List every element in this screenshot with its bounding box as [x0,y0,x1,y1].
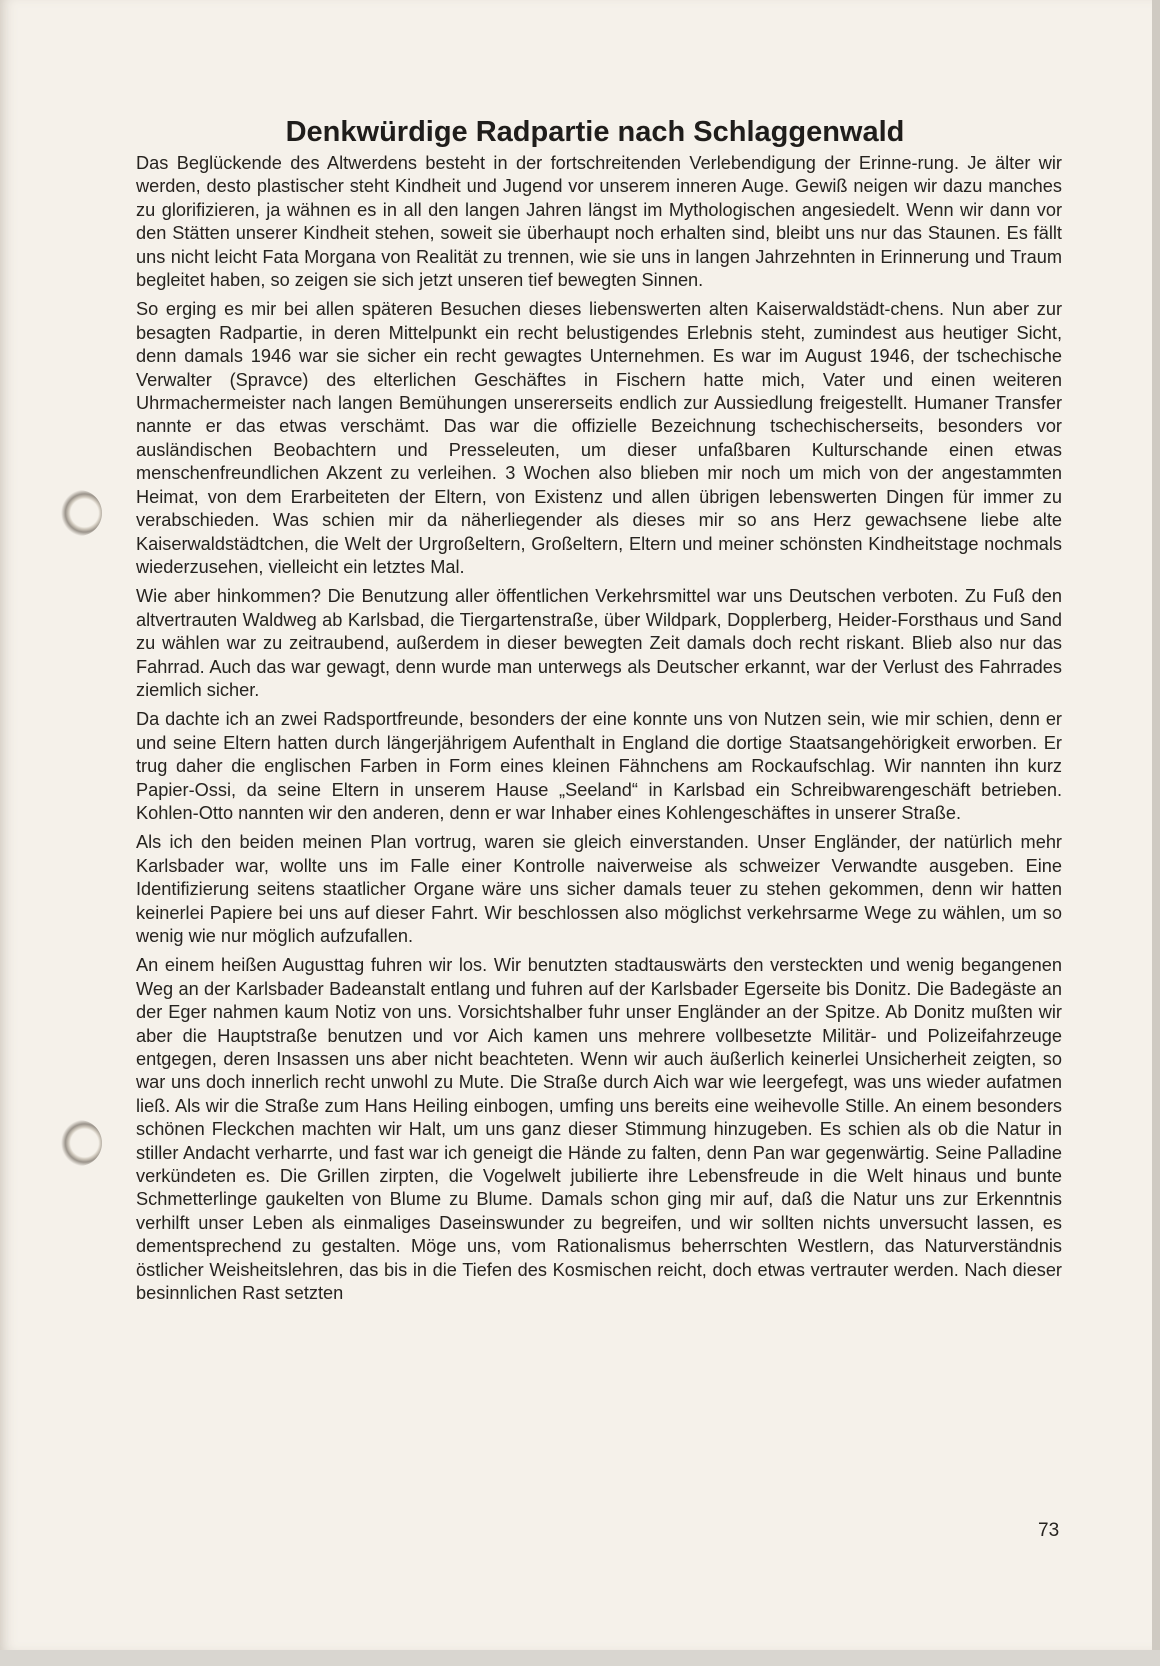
scan-bottom-edge [0,1650,1160,1666]
paragraph: An einem heißen Augusttag fuhren wir los. Wir benutzten stadtauswärts den versteckten und wenig begangenen Weg an der Karlsbader Badeanstalt entlang und fuhren auf der Karlsbader Egerseite bis Donitz. Die Badegäste an der Eger nahmen kaum Notiz von uns. Vorsichtshalber fuhr unser Engländer an der Spitze. Ab Donitz mußten wir aber die Hauptstraße benutzen und vor Aich kamen uns mehrere vollbesetzte Militär- und Polizeifahrzeuge entgegen, deren Insassen uns aber nicht beachteten. Wenn wir auch äußerlich keinerlei Unsicherheit zeigten, so war uns doch innerlich recht unwohl zu Mute. Die Straße durch Aich war wie leergefegt, was uns wieder aufatmen ließ. Als wir die Straße zum Hans Heiling einbogen, umfing uns bereits eine weihevolle Stille. An einem besonders schönen Fleckchen machten wir Halt, um uns ganz dieser Stimmung hinzugeben. Es schien als ob die Natur in stiller Andacht verharrte, und fast war ich geneigt die Hände zu falten, denn Pan war gegenwärtig. Seine Palladine verkündeten es. Die Grillen zirpten, die Vogelwelt jubilierte ihre Lebensfreude in die Welt hinaus und bunte Schmetterlinge gaukelten von Blume zu Blume. Damals schon ging mir auf, daß die Natur uns zur Erkenntnis verhilft unser Leben als einmaliges Daseinswunder zu begreifen, und wir sollten nichts unversucht lassen, es dementsprechend zu gestalten. Möge uns, vom Rationalismus beherrschten Westlern, das Naturverständnis östlicher Weisheitslehren, das bis in die Tiefen des Kosmischen reicht, doch etwas vertrauter werden. Nach dieser besinnlichen Rast setzten [136,955,1062,1304]
paragraph: Das Beglückende des Altwerdens besteht in der fortschreitenden Verlebendigung der Erinne-rung. Je älter wir werden, desto plastischer steht Kindheit und Jugend vor unserem inneren Auge. Gewiß neigen wir dazu manches zu glorifizieren, ja wähnen es in all den langen Jahren längst im Mythologischen angesiedelt. Wenn wir dann vor den Stätten unserer Kindheit stehen, soweit sie überhaupt noch erhalten sind, bleibt uns nur das Staunen. Es fällt uns nicht leicht Fata Morgana von Realität zu trennen, wie sie uns in langen Jahrzehnten in Erinnerung und Traum begleitet haben, so zeigen sie sich jetzt unseren tief bewegten Sinnen. [136,153,1062,291]
punch-hole-top [56,490,102,536]
paragraph: Als ich den beiden meinen Plan vortrug, waren sie gleich einverstanden. Unser Engländer, der natürlich mehr Karlsbader war, wollte uns im Falle einer Kontrolle naiverweise als schweizer Verwandte ausgeben. Eine Identifizierung seitens staatlicher Organe wäre uns sicher damals teuer zu stehen gekommen, denn wir hatten keinerlei Papiere bei uns auf dieser Fahrt. Wir beschlossen also möglichst verkehrsarme Wege zu wählen, um so wenig wie nur möglich aufzufallen. [136,832,1062,946]
paragraph: So erging es mir bei allen späteren Besuchen dieses liebenswerten alten Kaiserwaldstädt-chens. Nun aber zur besagten Radpartie, in deren Mittelpunkt ein recht belustigendes Erlebnis steht, zumindest aus heutiger Sicht, denn damals 1946 war sie sicher ein recht gewagtes Unternehmen. Es war im August 1946, der tschechische Verwalter (Spravce) des elterlichen Geschäftes in Fischern hatte mich, Vater und einen weiteren Uhrmachermeister nach langen Bemühungen unsererseits endlich zur Aussiedlung freigestellt. Humaner Transfer nannte er das etwas verschämt. Das war die offizielle Bezeichnung tschechischerseits, besonders vor ausländischen Beobachtern und Presseleuten, um dieser unfaßbaren Kulturschande einen etwas menschenfreundlichen Akzent zu verleihen. 3 Wochen also blieben mir noch um mich von der angestammten Heimat, von dem Erarbeiteten der Eltern, von Existenz und allen übrigen lebenswerten Dingen für immer zu verabschieden. Was schien mir da näherliegender als dieses mir so ans Herz gewachsene liebe alte Kaiserwaldstädtchen, die Welt der Urgroßeltern, Großeltern, Eltern und meiner schönsten Kindheitstage nochmals wiederzusehen, vielleicht ein letztes Mal. [136,299,1062,577]
page-number: 73 [1038,1520,1060,1541]
paragraph: Da dachte ich an zwei Radsportfreunde, besonders der eine konnte uns von Nutzen sein, wie mir schien, denn er und seine Eltern hatten durch längerjährigem Aufenthalt in England die dortige Staatsangehörigkeit erworben. Er trug daher die englischen Farben in Form eines kleinen Fähnchens am Rockaufschlag. Wir nannten ihn kurz Papier-Ossi, da seine Eltern in unserem Hause „Seeland“ in Karlsbad ein Schreibwarengeschäft betrieben. Kohlen-Otto nannten wir den anderen, denn er war Inhaber eines Kohlengeschäftes in unserer Straße. [136,709,1062,823]
paragraph: Wie aber hinkommen? Die Benutzung aller öffentlichen Verkehrsmittel war uns Deutschen verboten. Zu Fuß den altvertrauten Waldweg ab Karlsbad, die Tiergartenstraße, über Wildpark, Dopplerberg, Heider-Forsthaus und Sand zu wählen war zu zeitraubend, außerdem in dieser bewegten Zeit damals doch recht riskant. Blieb also nur das Fahrrad. Auch das war gewagt, denn wurde man unterwegs als Deutscher erkannt, war der Verlust des Fahrrades ziemlich sicher. [136,586,1062,700]
page-title: Denkwürdige Radpartie nach Schlaggenwald [285,116,905,148]
punch-hole-bottom [56,1120,102,1166]
page-edge [1152,0,1160,1666]
article-body [136,152,1062,1312]
